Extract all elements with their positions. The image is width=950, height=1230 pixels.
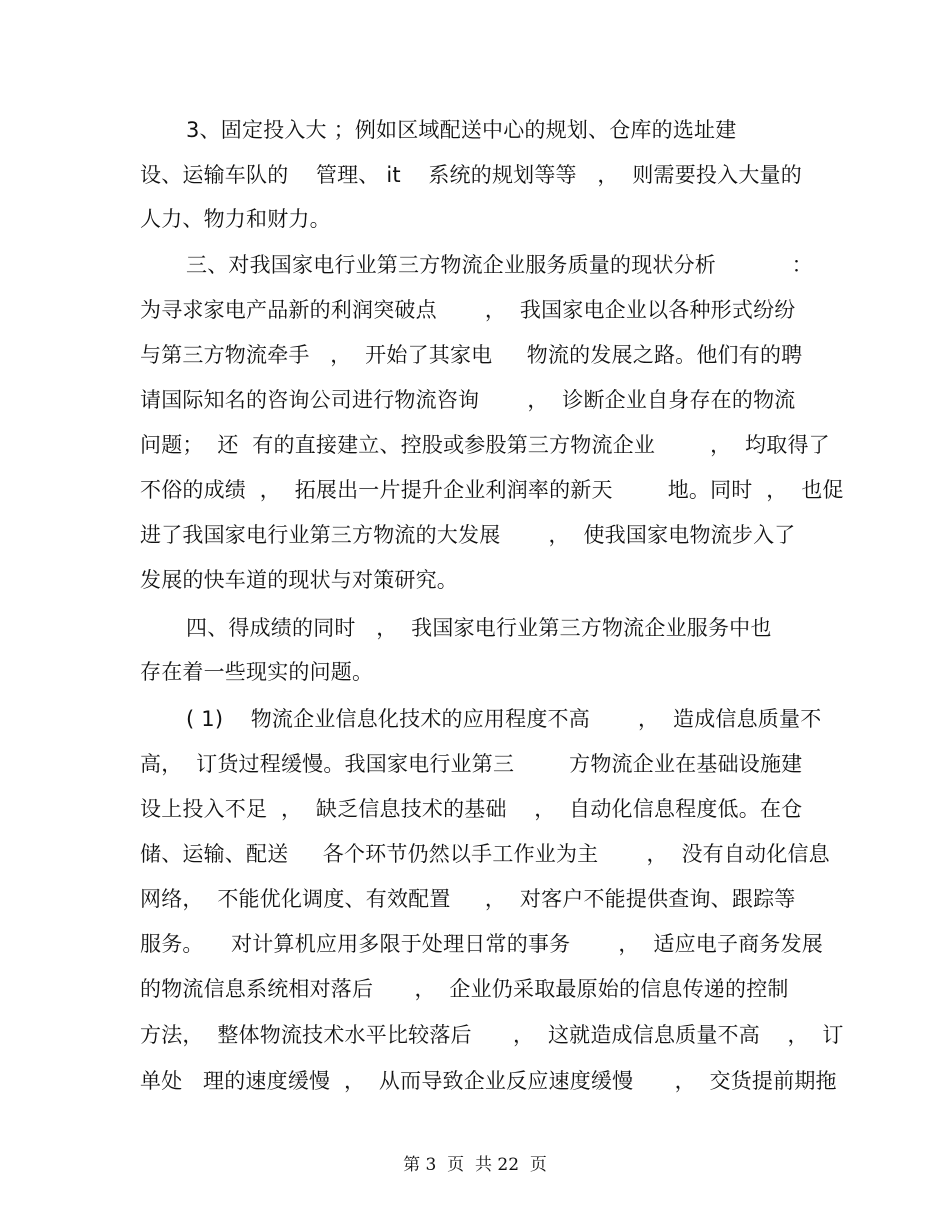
- body-text-line: 储、运输、配送 各个环节仍然以手工作业为主 ， 没有自动化信息: [140, 842, 830, 866]
- body-text-line: ( 1) 物流企业信息化技术的应用程度不高 ， 造成信息质量不: [186, 707, 822, 731]
- body-text-line: 方法， 整体物流技术水平比较落后 ， 这就造成信息质量不高 ， 订: [140, 1023, 844, 1047]
- body-text-line: 请国际知名的咨询公司进行物流咨询 ， 诊断企业自身存在的物流: [140, 388, 796, 412]
- page-number-footer: 第 3 页 共 22 页: [403, 1155, 547, 1175]
- body-text-line: 设、运输车队的 管理、 it 系统的规划等等 ， 则需要投入大量的: [140, 163, 802, 187]
- section-heading-line: 四、得成绩的同时 ， 我国家电行业第三方物流企业服务中也: [186, 616, 772, 640]
- body-text-line: 高， 订货过程缓慢。我国家电行业第三 方物流企业在基础设施建: [140, 752, 803, 776]
- body-text-line: 为寻求家电产品新的利润突破点 ， 我国家电企业以各种形式纷纷: [140, 298, 796, 322]
- body-text-line: 与第三方物流牵手 ， 开始了其家电 物流的发展之路。他们有的聘: [140, 343, 803, 367]
- body-text-line: 的物流信息系统相对落后 ， 企业仍采取最原始的信息传递的控制: [140, 977, 789, 1001]
- body-text-line: 存在着一些现实的问题。: [140, 660, 374, 684]
- section-heading-line: 三、对我国家电行业第三方物流企业服务质量的现状分析 ：: [186, 253, 813, 277]
- body-text-line: 单处 理的速度缓慢 ， 从而导致企业反应速度缓慢 ， 交货提前期拖: [140, 1069, 837, 1093]
- body-text-line: 不俗的成绩 ， 拓展出一片提升企业利润率的新天 地。同时 ， 也促: [140, 478, 844, 502]
- body-text-line: 设上投入不足 ， 缺乏信息技术的基础 ， 自动化信息程度低。在仓: [140, 797, 803, 821]
- body-text-line: 发展的快车道的现状与对策研究。: [140, 568, 458, 592]
- body-text-line: 进了我国家电行业第三方物流的大发展 ， 使我国家电物流步入了: [140, 523, 796, 547]
- body-text-line: 问题； 还 有的直接建立、控股或参股第三方物流企业 ， 均取得了: [140, 433, 830, 457]
- body-text-line: 3、固定投入大 ；例如区域配送中心的规划、仓库的选址建: [186, 118, 737, 142]
- body-text-line: 网络， 不能优化调度、有效配置 ， 对客户不能提供查询、跟踪等: [140, 887, 796, 911]
- body-text-line: 人力、物力和财力。: [140, 207, 331, 231]
- body-text-line: 服务。 对计算机应用多限于处理日常的事务 ， 适应电子商务发展: [140, 932, 823, 956]
